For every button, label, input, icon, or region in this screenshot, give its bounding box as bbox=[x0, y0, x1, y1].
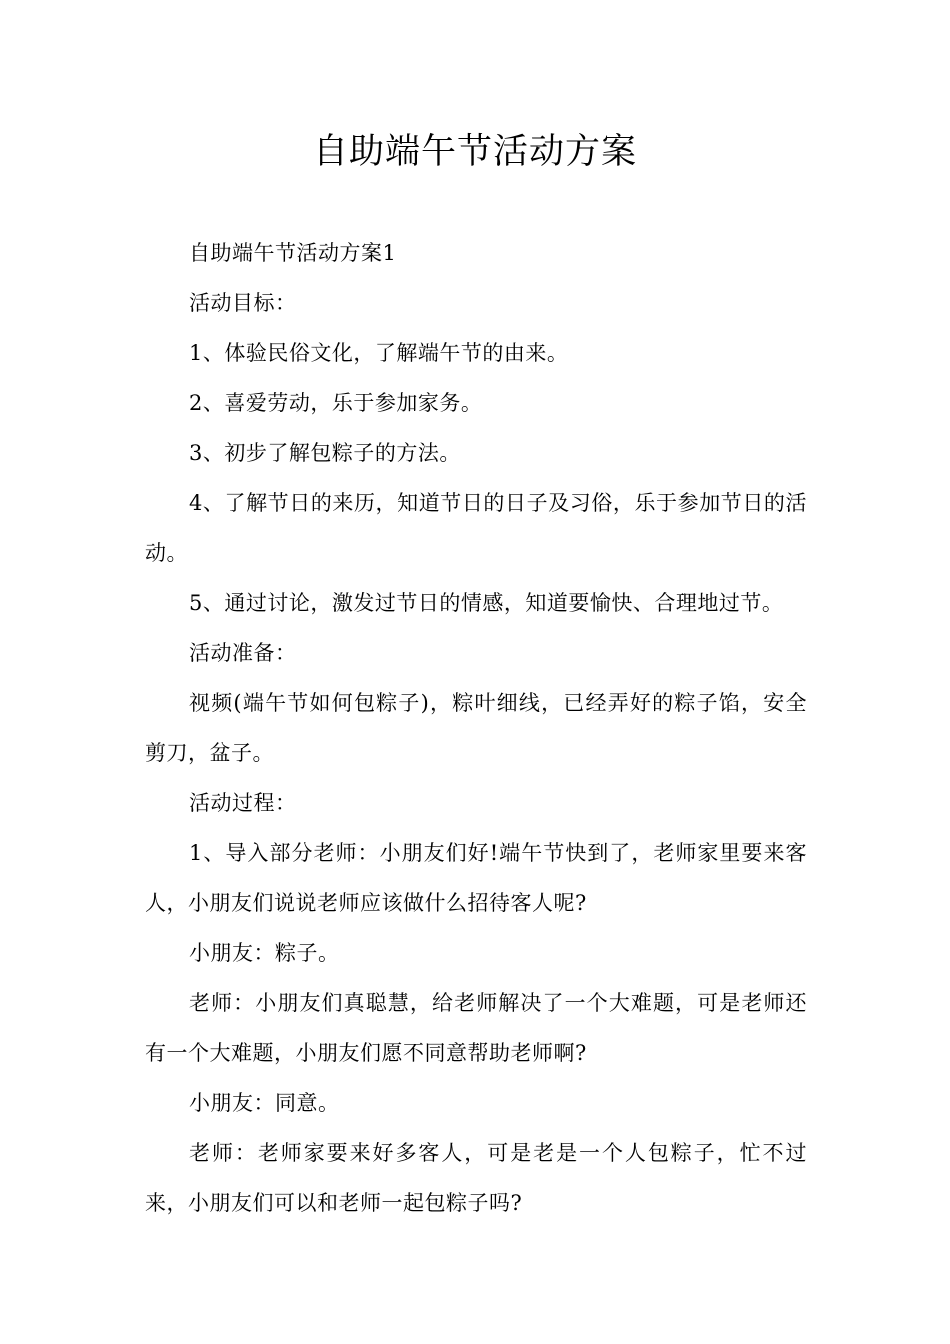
dialogue-line: 老师：老师家要来好多客人，可是老是一个人包粽子，忙不过来，小朋友们可以和老师一起包粽子吗? bbox=[145, 1141, 807, 1215]
dialogue-line: 小朋友：同意。 bbox=[189, 1091, 340, 1115]
goal-item-3: 3、初步了解包粽子的方法。 bbox=[189, 441, 461, 465]
goal-item-1: 1、体验民俗文化，了解端午节的由来。 bbox=[189, 341, 569, 365]
subtitle-paragraph: 自助端午节活动方案1 bbox=[189, 241, 397, 265]
goal-item-4: 4、了解节日的来历，知道节日的日子及习俗，乐于参加节日的活动。 bbox=[145, 491, 807, 565]
preparation-paragraph: 视频(端午节如何包粽子)，粽叶细线，已经弄好的粽子馅，安全剪刀，盆子。 bbox=[145, 691, 807, 765]
goal-item-5: 5、通过讨论，激发过节日的情感，知道要愉快、合理地过节。 bbox=[189, 591, 784, 615]
section-heading-process: 活动过程： bbox=[189, 791, 297, 815]
section-heading-preparation: 活动准备： bbox=[189, 641, 297, 665]
dialogue-line: 小朋友：粽子。 bbox=[189, 941, 340, 965]
document-body bbox=[145, 228, 807, 1228]
goal-item-2: 2、喜爱劳动，乐于参加家务。 bbox=[189, 391, 483, 415]
process-paragraph: 1、导入部分老师：小朋友们好!端午节快到了，老师家里要来客人，小朋友们说说老师应该做什么招待客人呢? bbox=[145, 841, 807, 915]
section-heading-goals: 活动目标： bbox=[189, 291, 297, 315]
document-title: 自助端午节活动方案 bbox=[312, 132, 637, 172]
dialogue-line: 老师：小朋友们真聪慧，给老师解决了一个大难题，可是老师还有一个大难题，小朋友们愿不同意帮助老师啊? bbox=[145, 991, 807, 1065]
